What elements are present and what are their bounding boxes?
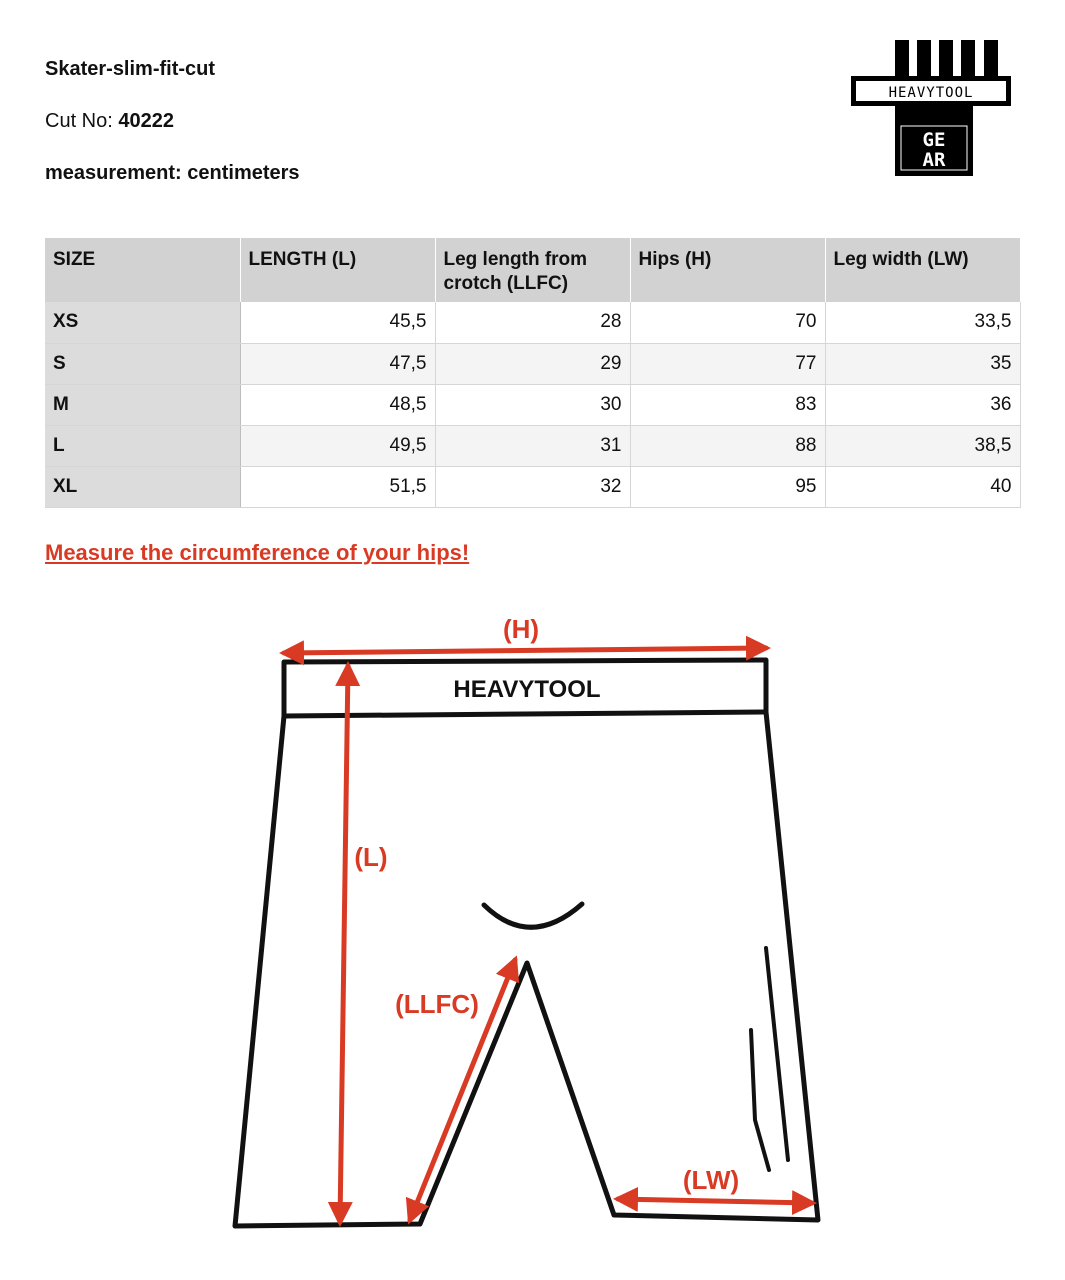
product-title: Skater-slim-fit-cut xyxy=(45,58,216,80)
length-cell: 48,5 xyxy=(240,384,435,425)
cut-number-label: Cut No: xyxy=(45,110,119,132)
hips-cell: 83 xyxy=(630,384,825,425)
size-cell: XL xyxy=(45,466,240,507)
llfc-cell: 28 xyxy=(435,302,630,343)
length-cell: 49,5 xyxy=(240,425,435,466)
table-row xyxy=(45,425,1020,466)
leg-width-cell: 36 xyxy=(825,384,1020,425)
table-row xyxy=(45,384,1020,425)
header-length: LENGTH (L) xyxy=(240,238,435,302)
length-cell: 47,5 xyxy=(240,343,435,384)
hips-cell: 77 xyxy=(630,343,825,384)
size-chart-table xyxy=(45,238,1021,508)
llfc-cell: 29 xyxy=(435,343,630,384)
size-cell: M xyxy=(45,384,240,425)
logo-ar: AR xyxy=(922,149,946,171)
hips-arrow xyxy=(284,648,766,653)
waistband-brand: HEAVYTOOL xyxy=(453,676,601,703)
shorts-measurement-diagram xyxy=(0,590,1065,1250)
llfc-cell: 31 xyxy=(435,425,630,466)
leg-width-arrow xyxy=(618,1199,812,1203)
shorts-outline xyxy=(235,660,818,1226)
leg-width-label: (LW) xyxy=(682,1165,740,1195)
logo-wordmark: HEAVYTOOL xyxy=(888,85,974,101)
cut-number-line xyxy=(45,110,174,133)
size-cell: XS xyxy=(45,302,240,343)
size-cell: L xyxy=(45,425,240,466)
length-label: (L) xyxy=(354,842,388,872)
llfc-label: (LLFC) xyxy=(395,989,479,1019)
measurement-unit: measurement: centimeters xyxy=(45,162,300,184)
table-header-row xyxy=(45,238,1020,302)
header-leg-width: Leg width (LW) xyxy=(825,238,1020,302)
llfc-cell: 32 xyxy=(435,466,630,507)
header-size: SIZE xyxy=(45,238,240,302)
length-cell: 51,5 xyxy=(240,466,435,507)
size-cell: S xyxy=(45,343,240,384)
leg-width-cell: 40 xyxy=(825,466,1020,507)
leg-width-cell: 35 xyxy=(825,343,1020,384)
hips-label: (H) xyxy=(502,614,540,644)
table-row xyxy=(45,302,1020,343)
measurement-arrows xyxy=(284,648,812,1222)
hips-measure-note: Measure the circumference of your hips! xyxy=(45,540,470,565)
hips-cell: 88 xyxy=(630,425,825,466)
heavytool-gear-logo xyxy=(851,40,1011,176)
leg-width-cell: 33,5 xyxy=(825,302,1020,343)
table-row xyxy=(45,466,1020,507)
hips-cell: 95 xyxy=(630,466,825,507)
table-row xyxy=(45,343,1020,384)
cut-number-value: 40222 xyxy=(118,110,174,132)
header-hips: Hips (H) xyxy=(630,238,825,302)
llfc-cell: 30 xyxy=(435,384,630,425)
length-cell: 45,5 xyxy=(240,302,435,343)
leg-width-cell: 38,5 xyxy=(825,425,1020,466)
hips-cell: 70 xyxy=(630,302,825,343)
logo-ge: GE xyxy=(922,129,946,151)
length-arrow xyxy=(340,666,348,1222)
header-llfc: Leg length from crotch (LLFC) xyxy=(435,238,630,302)
